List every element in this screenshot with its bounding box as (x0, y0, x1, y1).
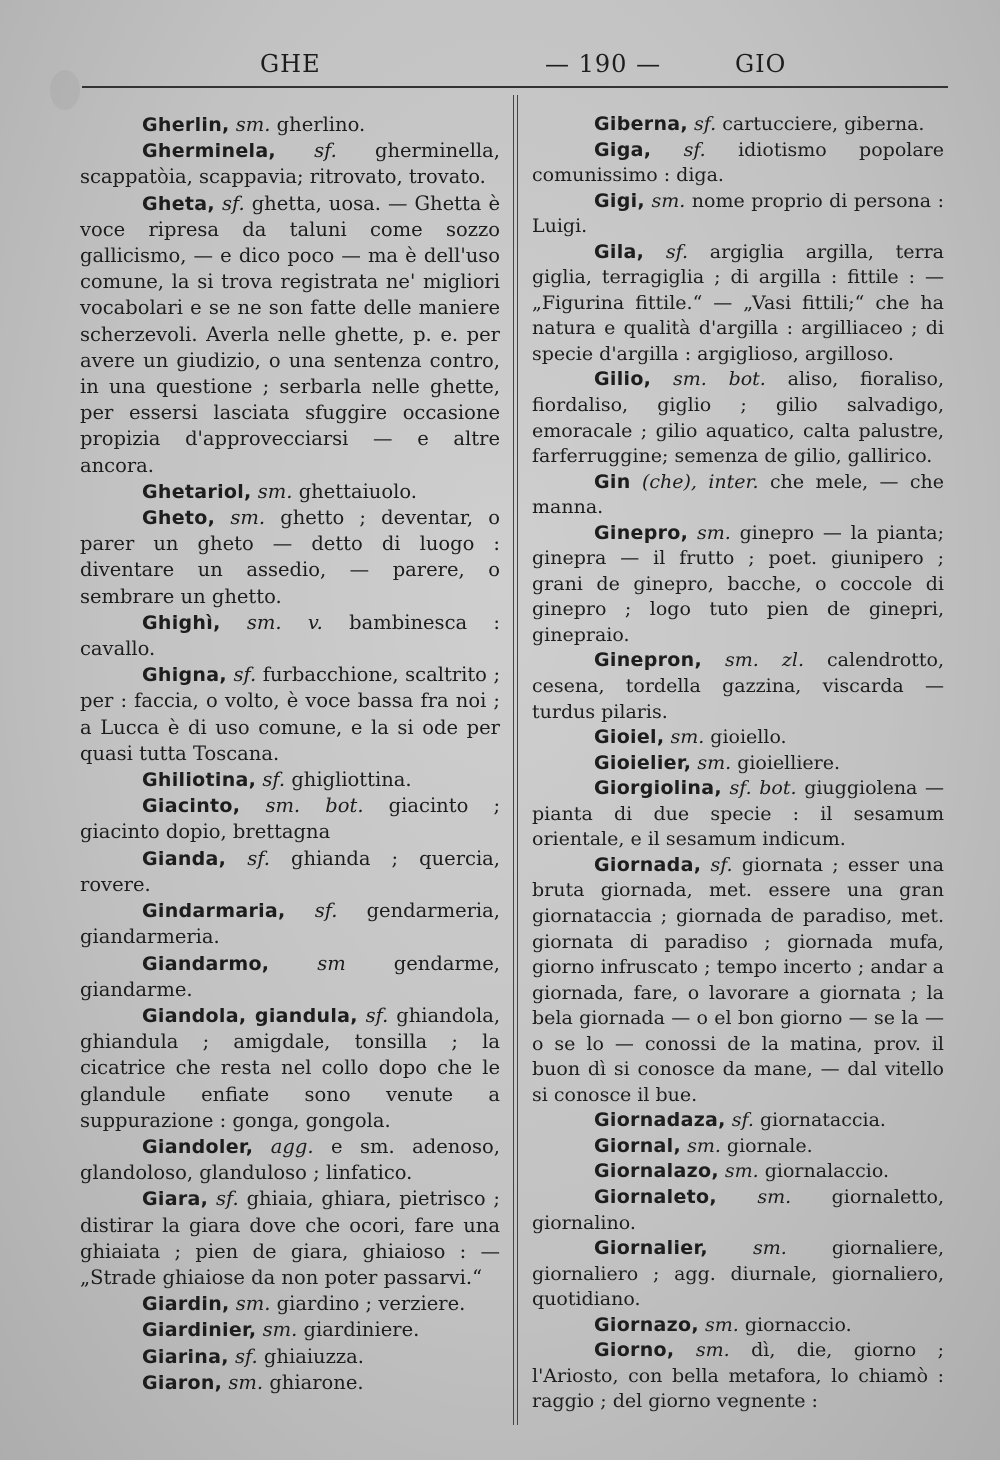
entry-grammar-label: sm (317, 951, 346, 975)
entry-headword: Giornadaza, (594, 1109, 726, 1132)
entry-headword: Giandola, giandula, (142, 1004, 358, 1027)
dictionary-entry (80, 898, 500, 950)
entry-grammar-label: sf. (247, 846, 270, 870)
entry-grammar-label: sf. (221, 191, 245, 215)
entry-headword: Ghighì, (142, 611, 221, 634)
entry-headword: Giornalier, (594, 1237, 708, 1260)
entry-headword: Gioiel, (594, 726, 665, 749)
dictionary-entry (80, 1291, 500, 1317)
entry-headword: Giga, (594, 138, 652, 161)
dictionary-entry (532, 521, 944, 649)
entry-grammar-label: sm. (757, 1185, 792, 1208)
entry-definition: ghianda ; quercia, rovere. (80, 846, 501, 896)
entry-definition: che mele, — che manna. (532, 470, 945, 519)
entry-definition: cartucciere, giberna. (722, 113, 925, 135)
entry-definition: ghiarone. (269, 1370, 364, 1394)
entry-headword: Giara, (142, 1188, 209, 1211)
entry-headword: Giornalazo, (594, 1160, 719, 1183)
entry-definition: gendarmeria, giandarmeria. (80, 899, 500, 949)
entry-grammar-label: sm. (262, 1318, 298, 1342)
entry-grammar-label: sf. (365, 1003, 389, 1027)
dictionary-entry (80, 479, 500, 505)
entry-grammar-label: sm. (697, 751, 732, 774)
column-divider (513, 95, 518, 1425)
dictionary-entry (80, 1003, 500, 1134)
dictionary-entry (532, 1313, 944, 1339)
entry-headword: Ghigna, (142, 664, 227, 687)
entry-grammar-label: sm. (235, 1292, 271, 1316)
entry-grammar-label: sm. (235, 113, 271, 136)
dictionary-entry (80, 191, 500, 479)
dictionary-entry (532, 240, 944, 368)
dictionary-entry (80, 1186, 500, 1291)
entry-headword: Gindarmaria, (142, 900, 286, 923)
entry-headword: Gilio, (594, 368, 652, 391)
dictionary-entry (80, 767, 500, 793)
entry-definition: gendarme, giandarme. (80, 951, 501, 1001)
entry-definition: ghiaia, ghiara, pietrisco ; distirar la giara dove che ocori, fare una ghiaiata ; pien de giara, ghiaioso : — „Strade ghiaiose da non poter passarvi.“ (80, 1187, 500, 1289)
entry-headword: Giarina, (142, 1345, 229, 1368)
entry-grammar-label: sm. bot. (265, 794, 364, 818)
entry-grammar-label: sm. bot. (673, 368, 766, 391)
entry-headword: Ghiliotina, (142, 769, 257, 792)
entry-headword: Giorno, (594, 1339, 675, 1362)
entry-headword: Giandoler, (142, 1135, 254, 1158)
dictionary-entry (532, 725, 944, 751)
entry-grammar-label: sm. (695, 1339, 730, 1362)
entry-definition: ghiandola, ghiandula ; amigdale, tonsilla ; la cicatrice che resta nel collo dopo che le glandule enfiate sono venute a suppurazione : gonga, gongola. (80, 1003, 501, 1132)
entry-definition: ginepro — la pianta; ginepra — il frutto ; poet. giunipero ; grani de ginepro, bacche, o coccole di ginepro ; logo tuto pien de ginepri, ginepraio. (532, 521, 944, 646)
entry-grammar-label: sf. (233, 663, 257, 687)
dictionary-entry (80, 1134, 500, 1186)
dictionary-entry (532, 1159, 944, 1185)
entry-definition: giornaliere, giornaliero ; agg. diurnale, giornaliero, quotidiano. (532, 1237, 945, 1311)
entry-definition: giornataccia. (759, 1109, 886, 1132)
entry-headword: Giorgiolina, (594, 777, 722, 800)
entry-definition: gioiello. (710, 726, 787, 749)
entry-grammar-label: sf. (665, 240, 689, 263)
entry-headword: Giornazo, (594, 1313, 699, 1336)
entry-grammar-label: sm. (257, 479, 293, 503)
dictionary-entry (532, 853, 944, 1108)
entry-grammar-label: sm. (724, 1160, 759, 1183)
dictionary-entry (532, 751, 944, 777)
entry-grammar-label: sf. (710, 853, 733, 876)
dictionary-entry (80, 951, 500, 1003)
entry-grammar-label: sm. (687, 1134, 721, 1157)
entry-headword: Giardin, (142, 1293, 230, 1316)
entry-definition: ghigliottina. (291, 768, 412, 792)
entry-definition: aliso, fioraliso, fiordaliso, giglio ; gilio salvadigo, emoracale ; gilio aquatico, calta palustre, farferruggine; semenza de gilio, gallirico. (532, 368, 945, 468)
entry-headword: Gianda, (142, 847, 227, 870)
entry-grammar-label: sf. (314, 899, 338, 923)
entry-definition: ghettaiuolo. (298, 479, 417, 503)
entry-grammar-label: sm. (228, 1370, 264, 1394)
entry-definition: e sm. adenoso, glandoloso, glanduloso ; linfatico. (80, 1134, 500, 1185)
entry-grammar-label: sm. v. (246, 610, 323, 634)
entry-grammar-label: sf. (215, 1187, 239, 1211)
entry-definition: gherlino. (276, 113, 366, 136)
entry-definition: calendrotto, cesena, tordella gazzina, viscarda — turdus pilaris. (532, 649, 944, 723)
entry-definition: ghiaiuzza. (263, 1344, 364, 1368)
entry-definition: nome proprio di persona : Luigi. (532, 189, 944, 238)
dictionary-entry (80, 1370, 500, 1396)
dictionary-entry (80, 1344, 500, 1370)
entry-definition: giornata ; esser una bruta giornada, met. essere una gran giornataccia ; giornada de paradiso, met. giornata di paradiso ; giornada mufa, giorno infruscato ; tempo incerto ; andar a giornada, fare, o lavorare a giornata ; la bela giornada — o el bon giorno — se la — o se lo — conossi de la matina, prov. il buon dì si conosce da mane, — dal vitello si conosce il bue. (532, 853, 944, 1106)
dictionary-entry (532, 1134, 944, 1160)
entry-definition: idiotismo popolare comunissimo : diga. (532, 138, 944, 187)
dictionary-entry (532, 1185, 944, 1236)
dictionary-entry (532, 367, 944, 469)
entry-grammar-label: sm. (230, 506, 266, 530)
entry-definition: giornaletto, giornalino. (532, 1185, 944, 1234)
entry-definition: giornaccio. (744, 1313, 852, 1336)
entry-grammar-label: sf. (731, 1109, 754, 1132)
entry-grammar-label: sm. (651, 189, 686, 212)
entry-grammar-label: sm. (753, 1237, 787, 1260)
entry-headword: Gila, (594, 240, 645, 263)
entry-headword: Gheta, (142, 192, 215, 215)
header-left-guide-word: GHE (260, 50, 321, 78)
dictionary-entry (532, 470, 944, 521)
entry-grammar-label: sf. bot. (729, 777, 797, 800)
entry-grammar-label: sm. (696, 521, 731, 544)
right-column (532, 112, 944, 1415)
entry-headword: Ghetariol, (142, 480, 252, 503)
entry-grammar-label: sm. (670, 726, 705, 749)
dictionary-entry (532, 1236, 944, 1313)
entry-definition: giornale. (726, 1134, 813, 1157)
entry-headword: Gioielier, (594, 751, 692, 774)
entry-definition: dì, die, giorno ; l'Ariosto, con bella metafora, lo chiamò : raggio ; del giorno vegnente : (532, 1339, 944, 1413)
page-number: — 190 — (545, 50, 662, 78)
entry-grammar-label: agg. (270, 1134, 314, 1158)
entry-grammar-label: sf. (683, 138, 706, 161)
entry-headword: Giaron, (142, 1371, 223, 1394)
entry-headword: Ginepron, (594, 649, 702, 672)
entry-headword: Giacinto, (142, 795, 241, 818)
left-column (80, 112, 500, 1396)
dictionary-entry (80, 138, 500, 190)
entry-headword: Gherminela, (142, 140, 276, 163)
dictionary-entry (80, 610, 500, 662)
dictionary-entry (532, 1338, 944, 1415)
entry-definition: giardino ; verziere. (276, 1292, 466, 1316)
entry-headword: Gigi, (594, 189, 645, 212)
entry-grammar-label: sf. (234, 1344, 258, 1368)
dictionary-entry (532, 776, 944, 853)
dictionary-entry (80, 846, 500, 898)
entry-grammar-label: sf. (314, 139, 337, 163)
entry-definition: gioielliere. (737, 751, 841, 774)
dictionary-entry (80, 505, 500, 610)
dictionary-entry (532, 112, 944, 138)
running-head (80, 50, 960, 82)
header-rule (82, 86, 948, 88)
dictionary-entry (80, 793, 500, 845)
entry-grammar-label: (che), inter. (641, 470, 759, 493)
entry-grammar-label: sf. (262, 768, 286, 792)
entry-headword: Giberna, (594, 113, 688, 135)
dictionary-entry (532, 648, 944, 725)
entry-definition: giuggiolena — pianta di due specie : il sesamum orientale, e il sesamum indicum. (532, 777, 945, 851)
entry-definition: argiglia argilla, terra giglia, terragiglia ; di argilla : fittile : — „Figurina fittile.“ — „Vasi fittili;“ che ha natura e qualità d'argilla : argilliaceo ; di specie d'argilla : argiglioso, argilloso. (532, 240, 945, 365)
entry-definition: gherminella, scappatòia, scappavia; ritrovato, trovato. (80, 139, 500, 189)
entry-headword: Gin (594, 470, 631, 493)
entry-grammar-label: sm. (704, 1313, 739, 1336)
entry-headword: Giandarmo, (142, 952, 270, 975)
entry-definition: giardiniere. (303, 1318, 420, 1342)
header-right-guide-word: GIO (735, 50, 787, 78)
entry-headword: Giornada, (594, 853, 702, 876)
dictionary-entry (80, 662, 500, 767)
dictionary-entry (532, 1108, 944, 1134)
dictionary-entry (532, 189, 944, 240)
dictionary-entry (80, 112, 500, 138)
entry-definition: giacinto ; giacinto dopio, brettagna (80, 794, 501, 844)
entry-definition: ghetta, uosa. — Ghetta è voce ripresa da taluni come sozzo gallicismo, — e dico poco — ma è dell'uso comune, la si trova registrata ne' migliori vocabolari e se ne son fatte delle maniere scherzevoli. Averla nelle ghette, p. e. per avere un giudizio, o una sentenza contro, in una questione ; serbarla nelle ghette, per essersi lasciata sfuggire occasione propizia d'approvecciarsi — e altre ancora. (80, 191, 500, 477)
entry-headword: Ginepro, (594, 521, 689, 544)
entry-headword: Gherlin, (142, 114, 230, 136)
dictionary-entry (80, 1317, 500, 1343)
entry-headword: Giornal, (594, 1134, 682, 1157)
entry-headword: Gheto, (142, 507, 216, 530)
entry-definition: bambinesca : cavallo. (80, 610, 500, 661)
entry-definition: ghetto ; deventar, o parer un gheto — detto di luogo : diventare un assedio, — parere, o sembrare un ghetto. (80, 506, 500, 608)
entry-headword: Giardinier, (142, 1319, 257, 1342)
entry-definition: furbacchione, scaltrito ; per : faccia, o volto, è voce bassa fra noi ; a Lucca è di uso comune, e la si ode per quasi tutta Toscana. (80, 663, 501, 765)
entry-definition: giornalaccio. (764, 1160, 889, 1183)
entry-grammar-label: sm. zl. (725, 649, 804, 672)
dictionary-entry (532, 138, 944, 189)
paper-stain (50, 70, 80, 110)
entry-grammar-label: sf. (693, 113, 717, 135)
entry-headword: Giornaleto, (594, 1185, 717, 1208)
